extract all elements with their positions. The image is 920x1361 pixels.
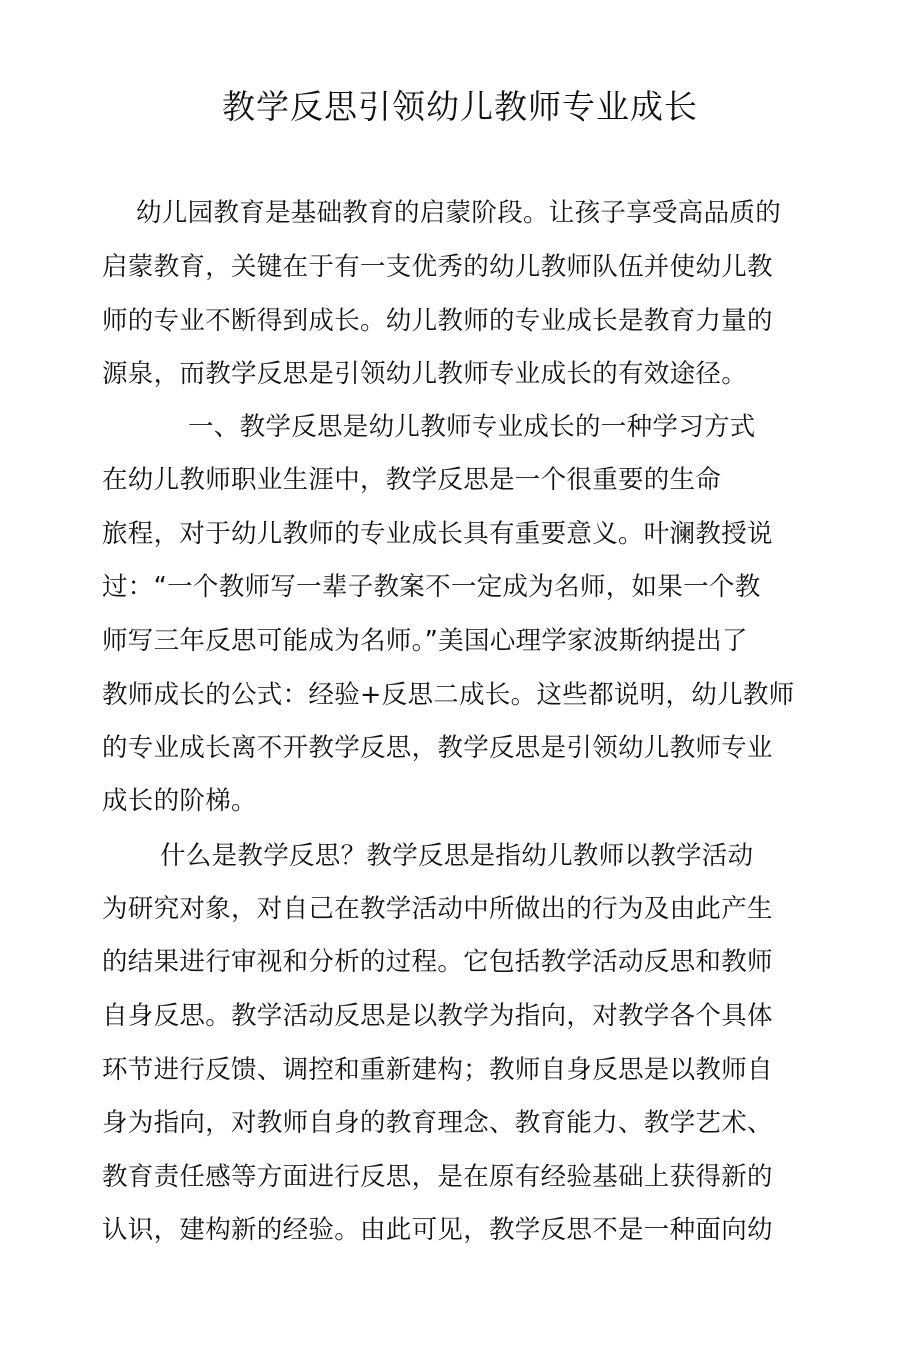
paragraph-line: 什么是教学反思？教学反思是指幼儿教师以教学活动 <box>160 841 754 871</box>
paragraph-line: 教育责任感等方面进行反思，是在原有经验基础上获得新的 <box>102 1162 773 1192</box>
paragraph-line: 师写三年反思可能成为名师。”美国心理学家波斯纳提出了 <box>102 626 748 656</box>
paragraph-line: 的结果进行审视和分析的过程。它包括教学活动反思和教师 <box>102 947 773 977</box>
paragraph-line: 启蒙教育，关键在于有一支优秀的幼儿教师队伍并使幼儿教 <box>102 252 773 282</box>
paragraph-line: 过：“一个教师写一辈子教案不一定成为名师，如果一个教 <box>102 572 761 602</box>
paragraph-line: 成长的阶梯。 <box>102 786 257 816</box>
paragraph-line: 的专业成长离不开教学反思，教学反思是引领幼儿教师专业 <box>102 733 773 763</box>
paragraph-line: 自身反思。教学活动反思是以教学为指向，对教学各个具体 <box>102 1001 773 1031</box>
paragraph-line: 教师成长的公式：经验+反思二成长。这些都说明，幼儿教师 <box>102 680 795 710</box>
paragraph-line: 身为指向，对教师自身的教育理念、教育能力、教学艺术、 <box>102 1108 773 1138</box>
paragraph-line: 在幼儿教师职业生涯中，教学反思是一个很重要的生命 <box>102 465 722 495</box>
section-heading: 一、教学反思是幼儿教师专业成长的一种学习方式 <box>188 412 756 442</box>
paragraph-line: 认识，建构新的经验。由此可见，教学反思不是一种面向幼 <box>102 1215 773 1245</box>
document-title: 教学反思引领幼儿教师专业成长 <box>222 87 698 126</box>
paragraph-line: 为研究对象，对自己在教学活动中所做出的行为及由此产生 <box>102 894 773 924</box>
paragraph-line: 师的专业不断得到成长。幼儿教师的专业成长是教育力量的 <box>102 306 773 336</box>
paragraph-line: 幼儿园教育是基础教育的启蒙阶段。让孩子享受高品质的 <box>136 198 782 228</box>
paragraph-line: 环节进行反馈、调控和重新建构；教师自身反思是以教师自 <box>102 1055 773 1085</box>
paragraph-line: 源泉，而教学反思是引领幼儿教师专业成长的有效途径。 <box>102 359 748 389</box>
paragraph-line: 旅程，对于幼儿教师的专业成长具有重要意义。叶澜教授说 <box>102 519 773 549</box>
